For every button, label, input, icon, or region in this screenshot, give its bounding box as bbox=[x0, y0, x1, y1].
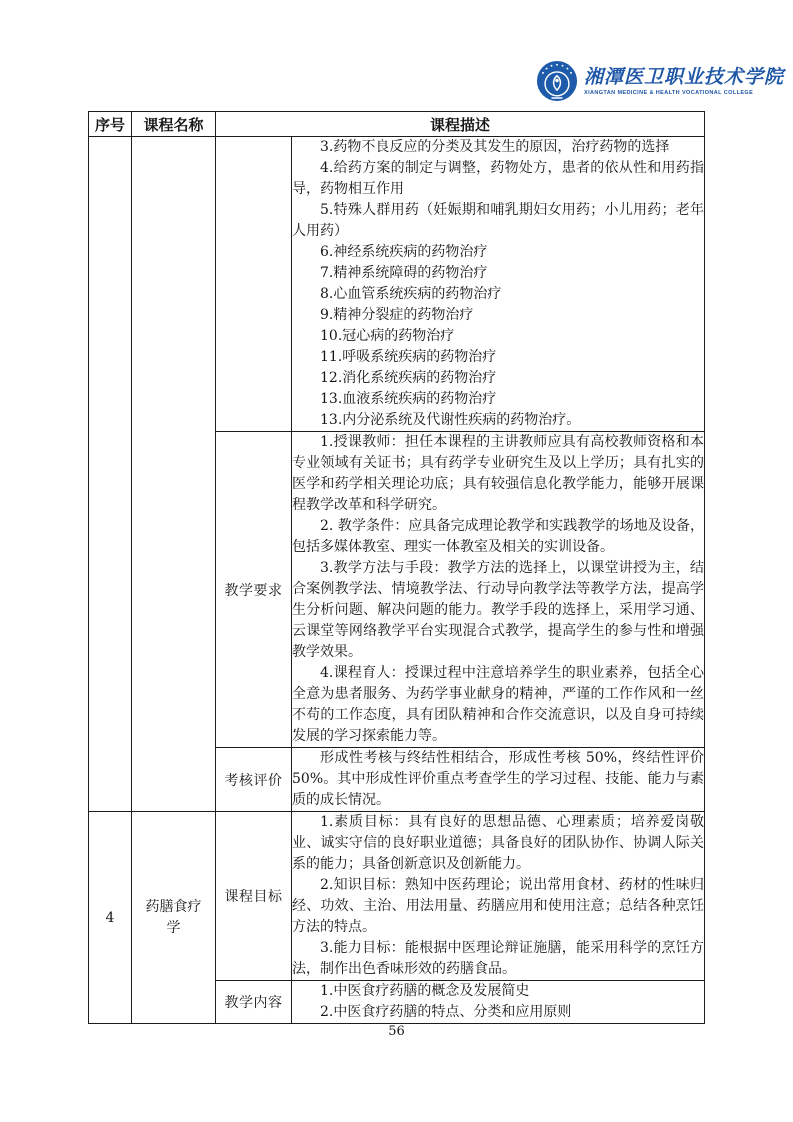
paragraph: 2. 教学条件：应具备完成理论教学和实践教学的场地及设备，包括多媒体教室、理实一体教室及相关的实训设备。 bbox=[292, 518, 704, 555]
col-header-course-name: 课程名称 bbox=[132, 112, 216, 137]
paragraph: 8.心血管系统疾病的药物治疗 bbox=[320, 286, 502, 302]
section-content-teaching-content bbox=[292, 981, 705, 1024]
paragraph: 10.冠心病的药物治疗 bbox=[320, 328, 455, 344]
page-number: 56 bbox=[388, 1024, 405, 1039]
section-content-course-objectives bbox=[292, 812, 705, 981]
section-content-topic-list bbox=[292, 137, 705, 432]
paragraph: 1.素质目标：具有良好的思想品德、心理素质；培养爱岗敬业、诚实守信的良好职业道德；具备良好的团队协作、协调人际关系的能力；具备创新意识及创新能力。 bbox=[292, 814, 704, 872]
college-name-block bbox=[584, 65, 784, 97]
section-label-teaching-content: 教学内容 bbox=[216, 981, 292, 1024]
table-row bbox=[89, 137, 705, 432]
section-label-teaching-requirements: 教学要求 bbox=[216, 432, 292, 748]
college-name-en: XIANGTAN MEDICINE & HEALTH VOCATIONAL COLLEGE bbox=[584, 90, 754, 96]
course-name-text: 药膳食疗学 bbox=[145, 898, 202, 936]
section-label-empty bbox=[216, 137, 292, 432]
course-name-cell bbox=[132, 812, 216, 1024]
paragraph: 13.内分泌系统及代谢性疾病的药物治疗。 bbox=[320, 412, 581, 428]
paragraph: 4.给药方案的制定与调整，药物处方，患者的依从性和用药指导，药物相互作用 bbox=[292, 160, 704, 197]
col-header-seq: 序号 bbox=[89, 112, 132, 137]
paragraph: 3.教学方法与手段：教学方法的选择上，以课堂讲授为主，结合案例教学法、情境教学法、行动导向教学法等教学方法，提高学生分析问题、解决问题的能力。教学手段的选择上，采用学习通、云课堂等网络教学平台实现混合式教学，提高学生的参与性和增强教学效果。 bbox=[292, 560, 704, 660]
section-content-assessment bbox=[292, 748, 705, 812]
seq-cell bbox=[89, 137, 132, 812]
table-header-row bbox=[89, 112, 705, 137]
course-name-cell bbox=[132, 137, 216, 812]
section-label-course-objectives: 课程目标 bbox=[216, 812, 292, 981]
paragraph: 13.血液系统疾病的药物治疗 bbox=[320, 391, 497, 407]
paragraph: 3.药物不良反应的分类及其发生的原因，治疗药物的选择 bbox=[320, 139, 670, 155]
paragraph: 2.中医食疗药膳的特点、分类和应用原则 bbox=[320, 1004, 572, 1020]
paragraph: 9.精神分裂症的药物治疗 bbox=[320, 307, 474, 323]
college-name-cn: 湘潭医卫职业技术学院 bbox=[584, 66, 785, 88]
table-row bbox=[89, 812, 705, 981]
paragraph: 形成性考核与终结性相结合，形成性考核 50%，终结性评价 50%。其中形成性评价重点考查学生的学习过程、技能、能力与素质的成长情况。 bbox=[292, 750, 704, 808]
section-label-assessment: 考核评价 bbox=[216, 748, 292, 812]
seq-cell: 4 bbox=[89, 812, 132, 1024]
college-emblem-icon bbox=[536, 60, 578, 102]
paragraph: 2.知识目标：熟知中医药理论；说出常用食材、药材的性味归经、功效、主治、用法用量、药膳应用和使用注意；总结各种烹饪方法的特点。 bbox=[292, 877, 704, 935]
paragraph: 4.课程育人：授课过程中注意培养学生的职业素养，包括全心全意为患者服务、为药学事业献身的精神，严谨的工作作风和一丝不苟的工作态度，具有团队精神和合作交流意识，以及自身可持续发展的学习探索能力等。 bbox=[292, 665, 704, 744]
paragraph: 12.消化系统疾病的药物治疗 bbox=[320, 370, 497, 386]
paragraph: 7.精神系统障碍的药物治疗 bbox=[320, 265, 488, 281]
course-description-table bbox=[88, 111, 705, 1024]
col-header-course-desc: 课程描述 bbox=[216, 112, 705, 137]
college-logo bbox=[536, 60, 784, 102]
paragraph: 1.授课教师：担任本课程的主讲教师应具有高校教师资格和本专业领域有关证书；具有药学专业研究生及以上学历；具有扎实的医学和药学相关理论功底；具有较强信息化教学能力，能够开展课程教学改革和科学研究。 bbox=[292, 434, 704, 513]
paragraph: 11.呼吸系统疾病的药物治疗 bbox=[320, 349, 497, 365]
paragraph: 6.神经系统疾病的药物治疗 bbox=[320, 244, 488, 260]
paragraph: 5.特殊人群用药（妊娠期和哺乳期妇女用药；小儿用药；老年人用药） bbox=[292, 202, 704, 239]
paragraph: 3.能力目标：能根据中医理论辩证施膳，能采用科学的烹饪方法，制作出色香味形效的药膳食品。 bbox=[292, 940, 704, 977]
paragraph: 1.中医食疗药膳的概念及发展简史 bbox=[320, 983, 530, 999]
section-content-teaching-requirements bbox=[292, 432, 705, 748]
